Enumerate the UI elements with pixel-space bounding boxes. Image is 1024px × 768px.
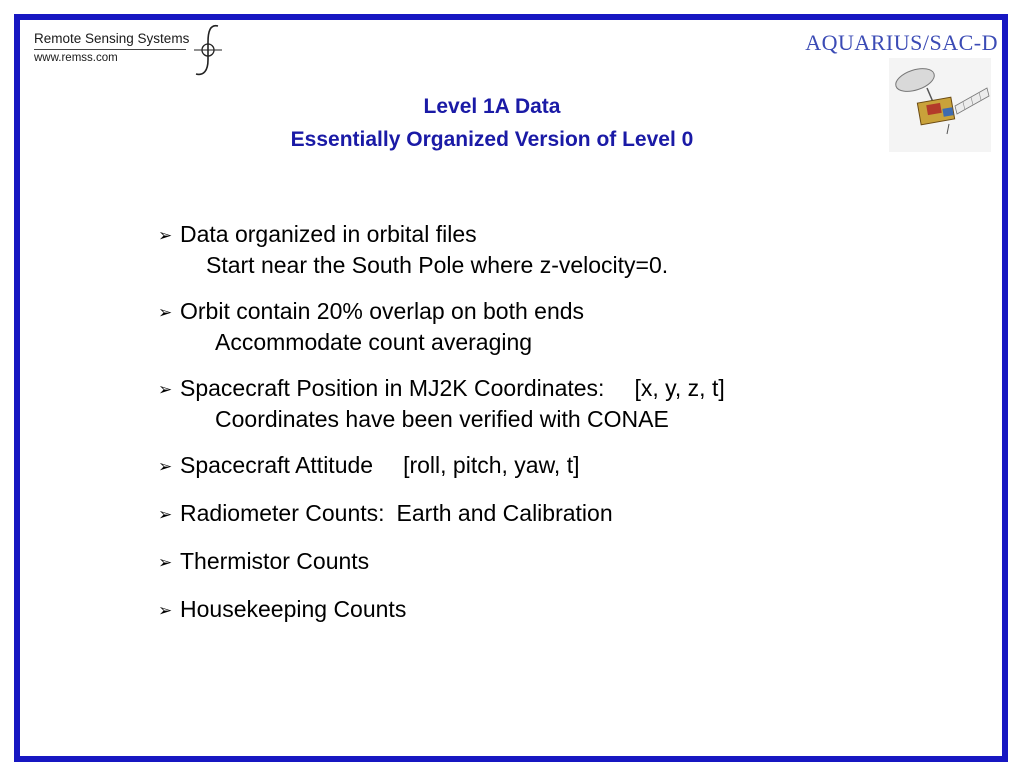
arrowhead-bullet-icon: ➢ (158, 457, 173, 477)
arrowhead-bullet-icon: ➢ (158, 601, 173, 621)
arrowhead-bullet-icon: ➢ (158, 553, 173, 573)
org-name: Remote Sensing Systems (34, 31, 190, 46)
bullet-text: Data organized in orbital files (180, 221, 477, 247)
bullet-item (158, 547, 938, 578)
bullet-text: Spacecraft Position in MJ2K Coordinates: (180, 375, 605, 401)
bullet-item (158, 297, 938, 357)
bullet-item (158, 595, 938, 626)
slide-frame (14, 14, 1008, 762)
remote-sensing-systems-logo (28, 22, 228, 80)
logo-divider (34, 49, 186, 50)
bullet-value: [x, y, z, t] (634, 375, 725, 401)
arrowhead-bullet-icon: ➢ (158, 505, 173, 525)
bullet-text: Spacecraft Attitude (180, 452, 374, 478)
title-line-2: Essentially Organized Version of Level 0 (290, 128, 694, 151)
aquarius-sacd-logo: AQUARIUS/SAC-D (805, 30, 998, 55)
bullet-text: Orbit contain 20% overlap on both ends (180, 298, 585, 324)
bullet-text: Thermistor Counts (180, 548, 370, 574)
bullet-item (158, 220, 938, 280)
bullet-item (158, 374, 938, 434)
bullet-value: [roll, pitch, yaw, t] (403, 452, 580, 478)
arrowhead-bullet-icon: ➢ (158, 380, 173, 400)
org-url: www.remss.com (34, 52, 118, 64)
arrowhead-bullet-icon: ➢ (158, 303, 173, 323)
slide-title (20, 90, 964, 156)
bullet-text: Housekeeping Counts (180, 596, 407, 622)
arrowhead-bullet-icon: ➢ (158, 226, 173, 246)
bullet-item (158, 451, 938, 482)
bullet-list (158, 220, 938, 643)
bullet-value: Earth and Calibration (396, 500, 613, 526)
bullet-subtext: Accommodate count averaging (215, 329, 533, 355)
bullet-subtext: Coordinates have been verified with CONAE (215, 406, 669, 432)
bullet-text: Radiometer Counts: (180, 500, 385, 526)
integral-icon (188, 22, 228, 78)
bullet-subtext: Start near the South Pole where z-velocity=0. (206, 252, 669, 278)
bullet-item (158, 499, 938, 530)
title-line-1: Level 1A Data (423, 95, 561, 118)
